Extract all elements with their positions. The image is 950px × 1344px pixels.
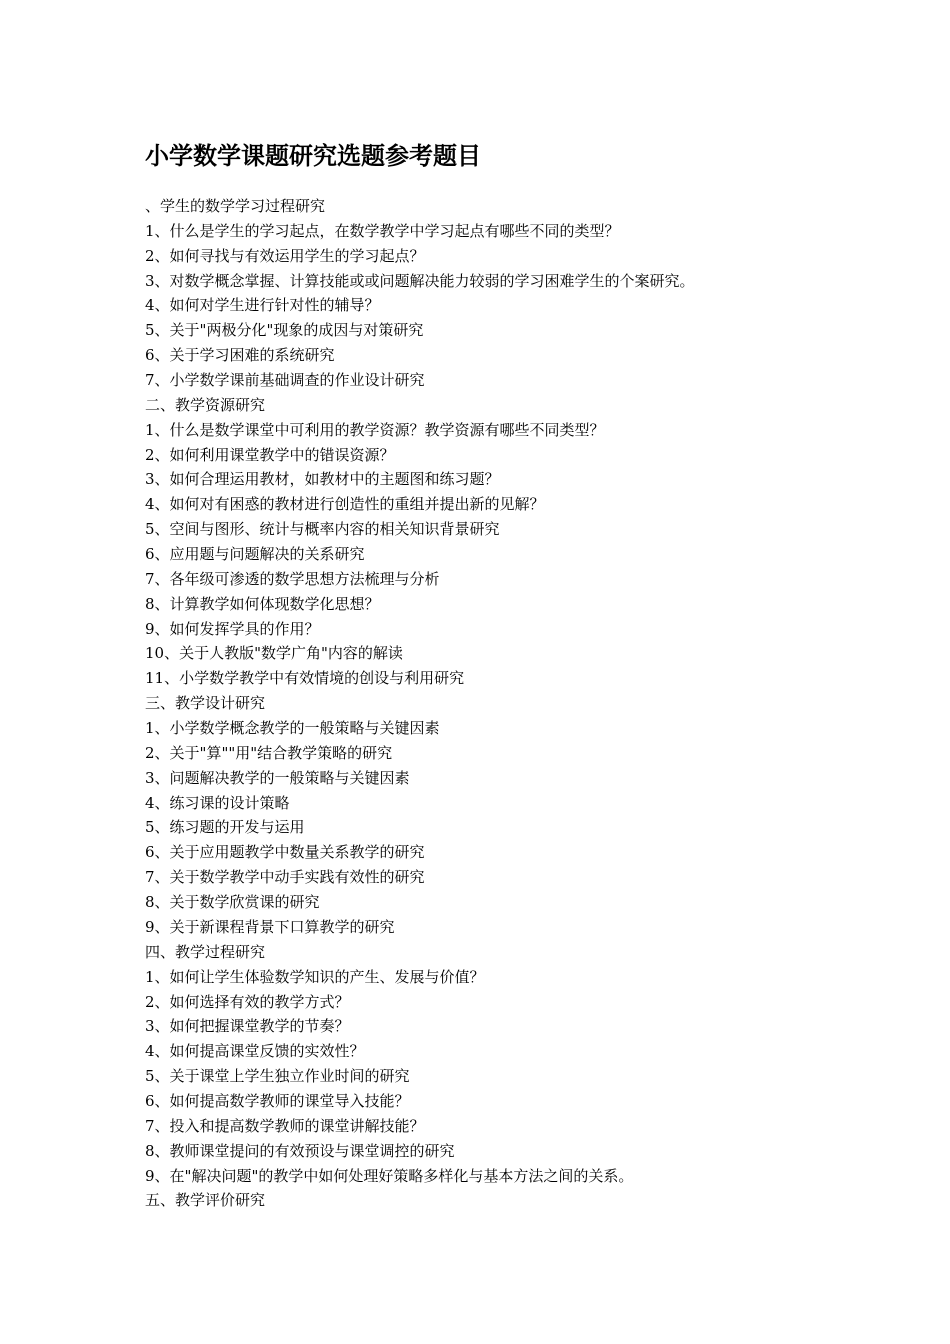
document-line: 9、如何发挥学具的作用？ — [145, 619, 320, 638]
document-line: 2、关于"算""用"结合教学策略的研究 — [145, 743, 393, 762]
document-title: 小学数学课题研究选题参考题目 — [145, 142, 481, 170]
document-line: 4、如何对学生进行针对性的辅导？ — [145, 296, 380, 315]
document-line: 5、空间与图形、统计与概率内容的相关知识背景研究 — [145, 520, 500, 539]
document-line: 9、在"解决问题"的教学中如何处理好策略多样化与基本方法之间的关系。 — [145, 1166, 634, 1185]
document-line: 8、计算教学如何体现数学化思想？ — [145, 594, 380, 613]
document-line: 7、各年级可渗透的数学思想方法梳理与分析 — [145, 569, 440, 588]
document-line: 2、如何利用课堂教学中的错误资源？ — [145, 445, 395, 464]
document-line: 4、如何提高课堂反馈的实效性？ — [145, 1042, 365, 1061]
document-line: 2、如何选择有效的教学方式？ — [145, 992, 350, 1011]
document-line: 6、如何提高数学教师的课堂导入技能？ — [145, 1091, 410, 1110]
document-line: 五、教学评价研究 — [145, 1191, 266, 1210]
document-line: 8、关于数学欣赏课的研究 — [145, 893, 320, 912]
document-line: 4、如何对有困惑的教材进行创造性的重组并提出新的见解？ — [145, 495, 545, 514]
document-line: 5、练习题的开发与运用 — [145, 818, 305, 837]
document-line: 6、关于学习困难的系统研究 — [145, 346, 335, 365]
document-line: 7、关于数学教学中动手实践有效性的研究 — [145, 868, 425, 887]
document-line: 3、如何把握课堂教学的节奏？ — [145, 1017, 350, 1036]
document-line: 8、教师课堂提问的有效预设与课堂调控的研究 — [145, 1141, 455, 1160]
document-line: 1、如何让学生体验数学知识的产生、发展与价值？ — [145, 967, 485, 986]
document-line: 2、如何寻找与有效运用学生的学习起点？ — [145, 246, 425, 265]
document-line: 四、教学过程研究 — [145, 942, 266, 961]
document-line: 10、关于人教版"数学广角"内容的解读 — [145, 644, 403, 663]
document-line: 3、对数学概念掌握、计算技能或或问题解决能力较弱的学习困难学生的个案研究。 — [145, 271, 695, 290]
document-line: 11、小学数学教学中有效情境的创设与利用研究 — [145, 669, 465, 688]
document-line: 7、小学数学课前基础调查的作业设计研究 — [145, 371, 425, 390]
document-line: 4、练习课的设计策略 — [145, 793, 290, 812]
document-line: 三、教学设计研究 — [145, 694, 266, 713]
document-line: 5、关于"两极分化"现象的成因与对策研究 — [145, 321, 424, 340]
document-line: 1、什么是学生的学习起点，在数学教学中学习起点有哪些不同的类型？ — [145, 221, 620, 240]
document-line: 1、什么是数学课堂中可利用的教学资源？教学资源有哪些不同类型？ — [145, 420, 605, 439]
document-line: 二、教学资源研究 — [145, 395, 266, 414]
document-line: 9、关于新课程背景下口算教学的研究 — [145, 917, 395, 936]
document-line: 6、关于应用题教学中数量关系教学的研究 — [145, 843, 425, 862]
document-line: 6、应用题与问题解决的关系研究 — [145, 545, 365, 564]
document-line: 1、小学数学概念教学的一般策略与关键因素 — [145, 719, 440, 738]
document-line: 3、问题解决教学的一般策略与关键因素 — [145, 768, 410, 787]
document-line: 5、关于课堂上学生独立作业时间的研究 — [145, 1067, 410, 1086]
document-line: 、学生的数学学习过程研究 — [145, 197, 326, 215]
document-body — [145, 194, 925, 1213]
document-line: 3、如何合理运用教材，如教材中的主题图和练习题？ — [145, 470, 500, 489]
document-line: 7、投入和提高数学教师的课堂讲解技能？ — [145, 1116, 425, 1135]
